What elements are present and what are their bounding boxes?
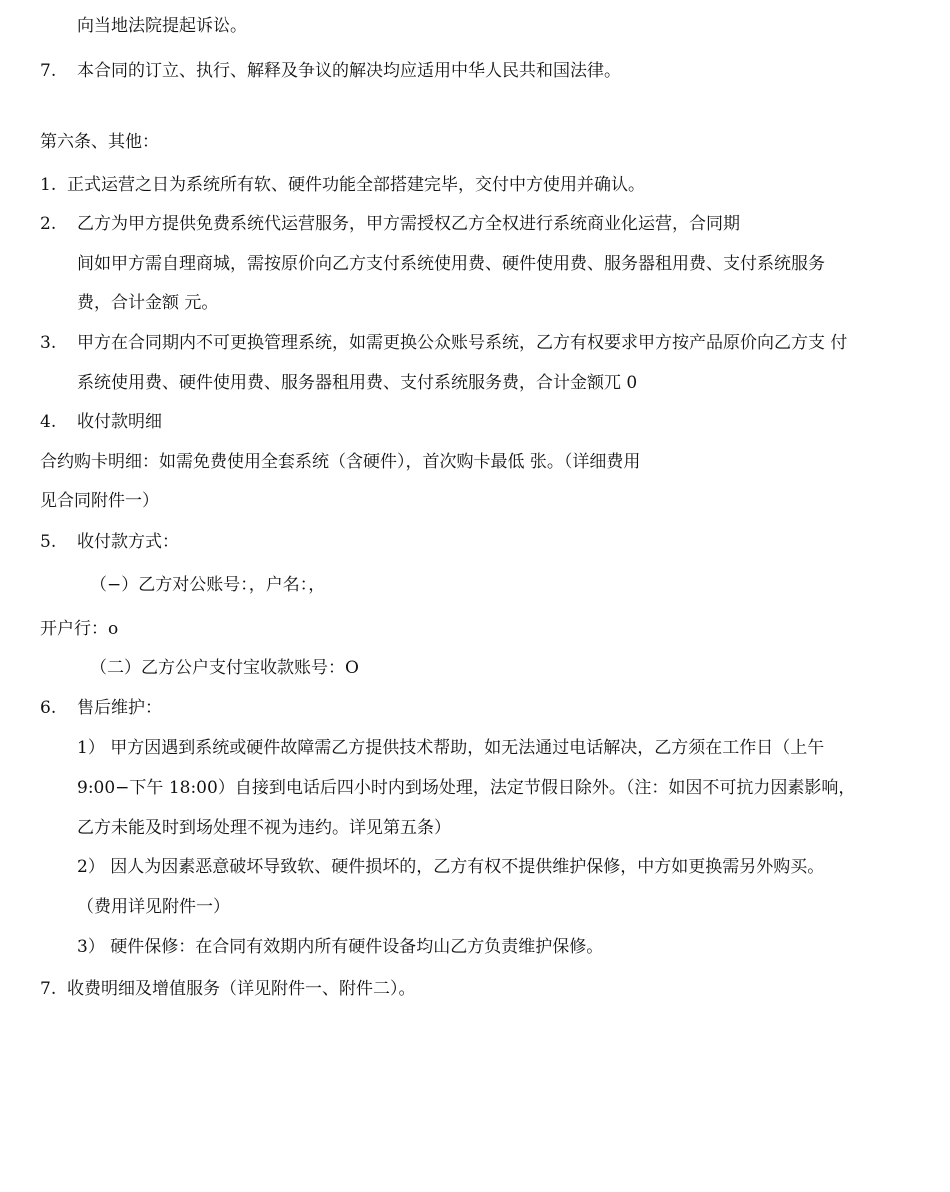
item-4: [40, 411, 162, 433]
item-5-title: 收付款方式：: [77, 532, 179, 552]
item-7-number: 7.: [40, 979, 57, 999]
item-4-title: 收付款明细: [77, 412, 162, 432]
item-6-point-2-line-1: 2） 因人为因素恶意破坏导致软、硬件损坏的，乙方有权不提供维护保修，中方如更换需另外购买。: [77, 857, 825, 877]
item-4-number: 4.: [40, 412, 57, 432]
item-5-corporate-account: （−）乙方对公账号：，户名：，: [90, 575, 326, 595]
item-5-alipay-account: （二）乙方公户支付宝收款账号：O: [90, 658, 359, 678]
item-5: [40, 531, 179, 553]
item-6: [40, 697, 162, 719]
clause-7-number: 7.: [40, 61, 57, 81]
previous-clause-tail: 向当地法院提起诉讼。: [77, 16, 247, 36]
item-3-line-1: 甲方在合同期内不可更换管理系统，如需更换公众账号系统，乙方有权要求甲方按产品原价向乙方支 付: [77, 333, 848, 353]
item-2-line-3: 费，合计金额 元。: [77, 293, 219, 313]
item-2: [40, 213, 740, 235]
item-3-line-2: 系统使用费、硬件使用费、服务器租用费、支付系统服务费，合计金额兀 0: [77, 373, 638, 393]
item-3-number: 3.: [40, 333, 57, 353]
item-6-point-1-line-3: 乙方未能及时到场处理不视为违约。详见第五条）: [77, 818, 451, 838]
item-1: [40, 174, 645, 196]
item-6-point-3-line-1: 3） 硬件保修：在合同有效期内所有硬件设备均山乙方负责维护保修。: [77, 937, 604, 957]
item-6-point-1-line-2: 9:00−下午 18:00）自接到电话后四小时内到场处理，法定节假日除外。（注：如因不可抗力因素影响，: [77, 778, 856, 798]
item-7: [40, 978, 416, 1000]
item-5-opening-bank: 开户行：o: [40, 619, 119, 639]
item-4-detail-line-1: 合约购卡明细：如需免费使用全套系统（含硬件），首次购卡最低 张。（详细费用: [40, 452, 641, 472]
item-1-text: 正式运营之日为系统所有软、硬件功能全部搭建完毕，交付中方使用并确认。: [67, 175, 645, 195]
item-4-detail-line-2: 见合同附件一）: [40, 491, 159, 511]
item-6-point-2-line-2: （费用详见附件一）: [77, 897, 230, 917]
item-6-point-1-line-1: 1） 甲方因遇到系统或硬件故障需乙方提供技术帮助，如无法通过电话解决，乙方须在工作日（上午: [77, 738, 825, 758]
item-2-number: 2.: [40, 214, 57, 234]
item-5-number: 5.: [40, 532, 57, 552]
item-1-number: 1.: [40, 175, 57, 195]
article-6-heading: 第六条、其他：: [40, 132, 159, 152]
item-3: [40, 332, 847, 354]
item-2-line-2: 间如甲方需自理商城，需按原价向乙方支付系统使用费、硬件使用费、服务器租用费、支付系统服务: [77, 254, 825, 274]
item-6-title: 售后维护：: [77, 698, 162, 718]
item-6-number: 6.: [40, 698, 57, 718]
item-2-line-1: 乙方为甲方提供免费系统代运营服务，甲方需授权乙方全权进行系统商业化运营，合同期: [77, 214, 740, 234]
clause-7: [40, 60, 621, 82]
item-7-text: 收费明细及增值服务（详见附件一、附件二）。: [67, 979, 416, 999]
clause-7-text: 本合同的订立、执行、解释及争议的解决均应适用中华人民共和国法律。: [77, 61, 621, 81]
